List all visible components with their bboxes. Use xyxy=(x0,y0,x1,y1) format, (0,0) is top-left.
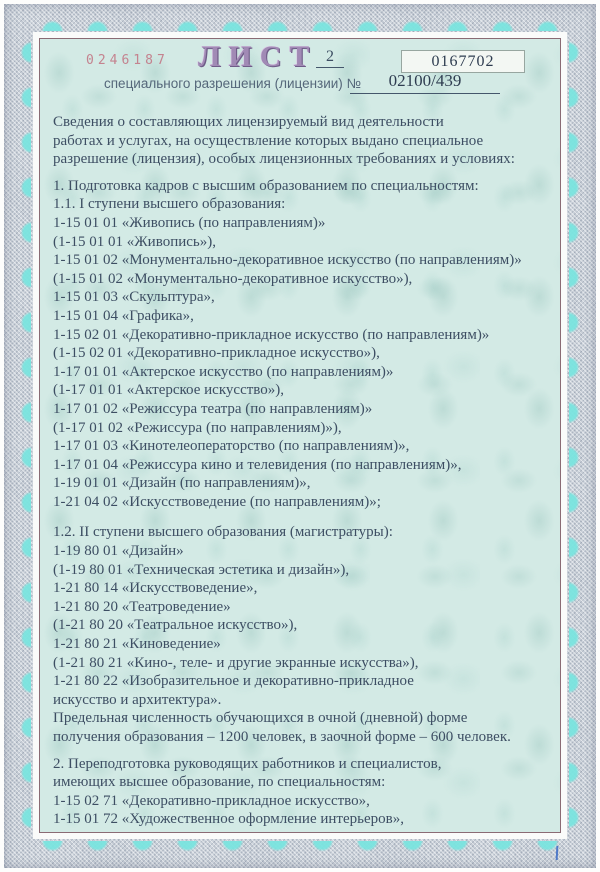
text-block-section-1-higher-education xyxy=(53,177,550,512)
text-block-section-2-retraining xyxy=(53,755,550,829)
text-line: 1-15 01 02 «Монументально-декоративное искусство (по направлениям)» xyxy=(53,252,522,269)
text-line: (1-17 01 02 «Режиссура (по направлениям)»), xyxy=(53,419,342,436)
text-line: 1-15 02 01 «Декоративно-прикладное искусство (по направлениям)» xyxy=(53,326,490,343)
text-line: (1-15 01 02 «Монументально-декоративное искусство»), xyxy=(53,270,413,287)
text-line: 1-17 01 02 «Режиссура театра (по направлениям)» xyxy=(53,400,373,417)
border-scallops-top xyxy=(30,11,570,31)
text-line: 1-15 02 71 «Декоративно-прикладное искусство», xyxy=(53,792,370,809)
sheet-number: 2 xyxy=(316,48,344,68)
text-line: 1-19 80 01 «Дизайн» xyxy=(53,543,184,560)
text-line: 1-17 01 03 «Кинотелеоператорство (по направлениям)», xyxy=(53,438,410,455)
text-line: 1.1. I ступени высшего образования: xyxy=(53,196,286,213)
sheet-header xyxy=(40,39,560,113)
border-scallops-right xyxy=(569,30,589,842)
serial-number: 0246187 xyxy=(86,53,169,68)
text-line: (1-21 80 20 «Театральное искусство»), xyxy=(53,617,298,634)
text-line: 1-17 01 01 «Актерское искусство (по направлениям)» xyxy=(53,363,394,380)
sheet-title: ЛИСТ xyxy=(198,40,318,73)
text-line: 1-21 80 21 «Киноведение» xyxy=(53,636,221,653)
text-line: (1-15 01 01 «Живопись»), xyxy=(53,233,216,250)
text-line: 1-15 01 01 «Живопись (по направлениям)» xyxy=(53,214,326,231)
text-line: 2. Переподготовка руководящих работников и специалистов, xyxy=(53,755,442,772)
form-number-box: 0167702 xyxy=(401,50,525,73)
text-block-section-1-2-magistracy xyxy=(53,523,550,746)
text-line: получения образования – 1200 человек, в заочной форме – 600 человек. xyxy=(53,729,511,745)
text-block-intro xyxy=(53,113,550,169)
text-line: разрешение (лицензия), особых лицензионных требованиях и условиях: xyxy=(53,151,515,168)
sheet-subtitle: специального разрешения (лицензии) № xyxy=(104,76,362,91)
text-line: 1-15 01 04 «Графика», xyxy=(53,307,194,324)
text-line: имеющих высшее образование, по специальностям: xyxy=(53,774,386,791)
document-body xyxy=(40,113,560,829)
text-line: 1-17 01 04 «Режиссура кино и телевидения (по направлениям)», xyxy=(53,456,462,473)
text-line: 1-21 04 02 «Искусствоведение (по направлениям)»; xyxy=(53,493,381,510)
text-line: 1. Подготовка кадров с высшим образованием по специальностям: xyxy=(53,177,479,194)
text-line: (1-19 80 01 «Техническая эстетика и дизайн»), xyxy=(53,561,350,578)
text-line: 1-15 01 72 «Художественное оформление интерьеров», xyxy=(53,811,404,828)
text-line: 1-15 01 03 «Скульптура», xyxy=(53,289,215,306)
content-frame xyxy=(33,32,567,839)
text-line: (1-15 02 01 «Декоративно-прикладное искусство»), xyxy=(53,345,380,362)
text-line: работах и услугах, на осуществление которых выдано специальное xyxy=(53,132,484,149)
text-line: Предельная численность обучающихся в очной (дневной) форме xyxy=(53,710,468,727)
text-line: 1-21 80 20 «Театроведение» xyxy=(53,598,231,615)
license-number: 02100/439 xyxy=(350,71,500,94)
text-line: 1-21 80 22 «Изобразительное и декоративно-прикладное xyxy=(53,673,414,690)
border-scallops-bottom xyxy=(30,841,570,861)
text-line: 1.2. II ступени высшего образования (магистратуры): xyxy=(53,524,393,541)
text-line: Сведения о составляющих лицензируемый вид деятельности xyxy=(53,114,444,130)
text-line: 1-19 01 01 «Дизайн (по направлениям)», xyxy=(53,475,311,492)
text-line: искусство и архитектура». xyxy=(53,691,222,708)
border-scallops-left xyxy=(11,30,31,842)
text-line: (1-21 80 21 «Кино-, теле- и другие экранные искусства»), xyxy=(53,654,419,671)
text-line: (1-17 01 01 «Актерское искусство»), xyxy=(53,382,285,399)
content-area xyxy=(39,38,561,833)
text-line: 1-21 80 14 «Искусствоведение», xyxy=(53,580,258,597)
